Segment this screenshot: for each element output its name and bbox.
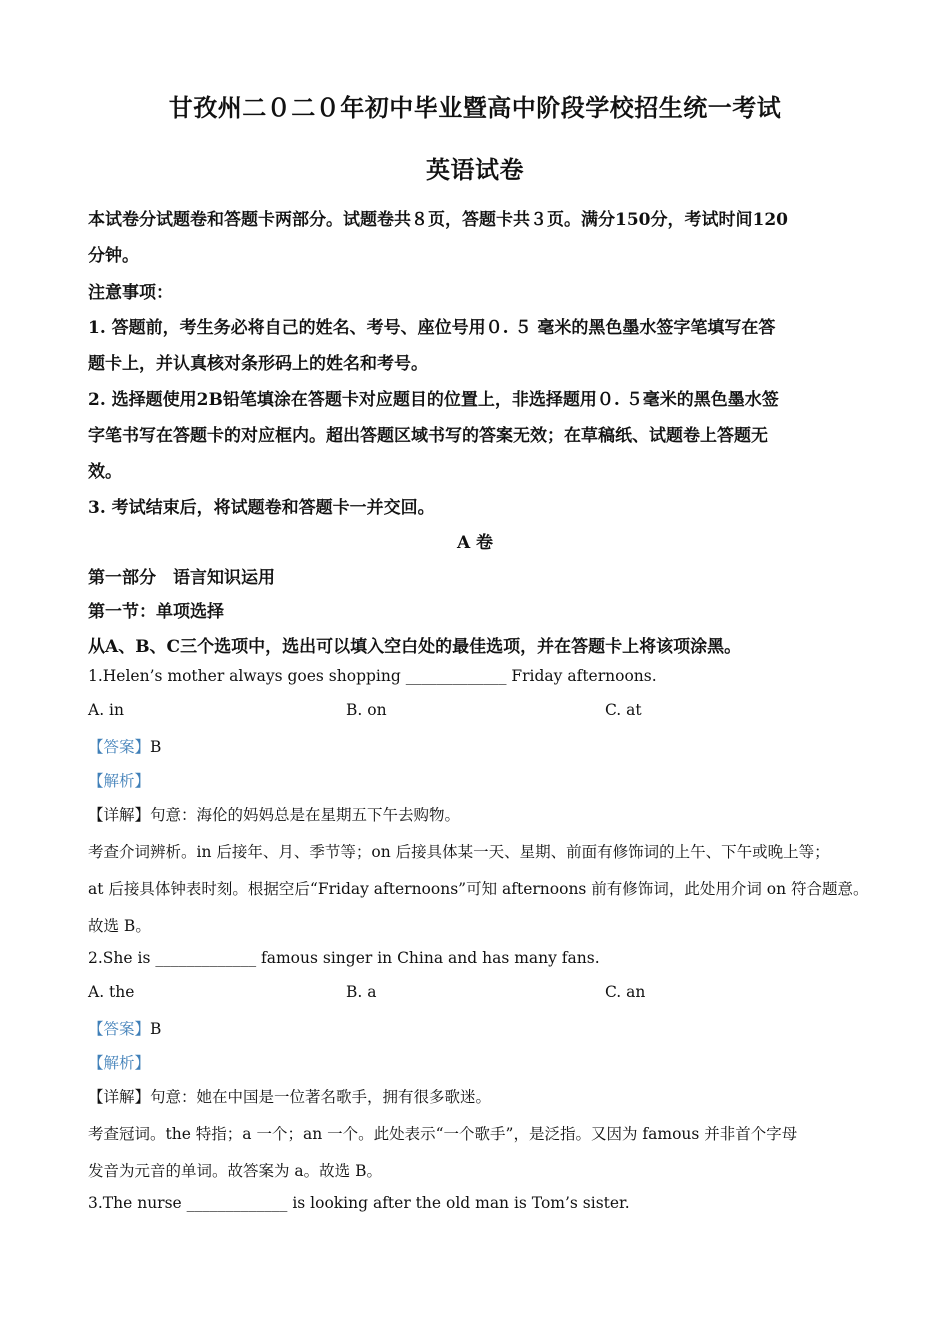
question-1-analysis-label: 【解析】 <box>88 772 151 790</box>
notice-2-line-1: 2. 选择题使用2B铅笔填涂在答题卡对应题目的位置上，非选择题用０. ５毫米的黑色墨水签 <box>88 390 779 410</box>
answer-value: B <box>150 738 162 756</box>
question-1-detail <box>88 803 460 825</box>
section-heading: 第一节：单项选择 <box>88 602 224 622</box>
question-2-option-b: B. a <box>346 983 377 1001</box>
intro-line-2: 分钟。 <box>88 246 139 266</box>
question-1-explanation-3: 故选 B。 <box>88 917 151 935</box>
detail-text: 句意：她在中国是一位著名歌手，拥有很多歌迷。 <box>150 1088 492 1106</box>
answer-label: 【答案】 <box>88 1020 151 1038</box>
question-1-stem: 1.Helen’s mother always goes shopping _____________ Friday afternoons. <box>88 667 657 685</box>
notice-heading: 注意事项： <box>88 283 173 303</box>
notice-1-line-1: 1. 答题前，考生务必将自己的姓名、考号、座位号用０. ５ 毫米的黑色墨水签字笔填写在答 <box>88 318 776 338</box>
exam-title: 甘孜州二０二０年初中毕业暨高中阶段学校招生统一考试 <box>168 93 782 122</box>
section-instruction: 从A、B、C三个选项中，选出可以填入空白处的最佳选项，并在答题卡上将该项涂黑。 <box>88 637 742 657</box>
question-2-analysis-label: 【解析】 <box>88 1054 151 1072</box>
notice-2-line-3: 效。 <box>88 462 122 482</box>
answer-value: B <box>150 1020 162 1038</box>
part-heading: 第一部分 语言知识运用 <box>88 568 275 588</box>
intro-line-1: 本试卷分试题卷和答题卡两部分。试题卷共８页，答题卡共３页。满分150分，考试时间120 <box>88 210 788 230</box>
question-2-stem: 2.She is _____________ famous singer in China and has many fans. <box>88 949 600 967</box>
answer-label: 【答案】 <box>88 738 151 756</box>
question-1-option-a: A. in <box>88 701 124 719</box>
detail-label: 【详解】 <box>88 806 151 824</box>
exam-subtitle: 英语试卷 <box>426 155 524 184</box>
question-1-explanation-2: at 后接具体钟表时刻。根据空后“Friday afternoons”可知 afternoons 前有修饰词，此处用介词 on 符合题意。 <box>88 880 869 898</box>
detail-text: 句意：海伦的妈妈总是在星期五下午去购物。 <box>150 806 461 824</box>
volume-label: A 卷 <box>456 533 494 553</box>
question-2-option-a: A. the <box>88 983 135 1001</box>
question-1-option-b: B. on <box>346 701 387 719</box>
notice-2-line-2: 字笔书写在答题卡的对应框内。超出答题区域书写的答案无效；在草稿纸、试题卷上答题无 <box>88 426 768 446</box>
question-2-option-c: C. an <box>605 983 646 1001</box>
notice-3: 3. 考试结束后，将试题卷和答题卡一并交回。 <box>88 498 435 518</box>
question-1-answer <box>88 735 161 757</box>
notice-1-line-2: 题卡上，并认真核对条形码上的姓名和考号。 <box>88 354 428 374</box>
question-1-explanation-1: 考查介词辨析。in 后接年、月、季节等；on 后接具体某一天、星期、前面有修饰词的上午、下午或晚上等； <box>88 843 830 861</box>
detail-label: 【详解】 <box>88 1088 151 1106</box>
question-1-option-c: C. at <box>605 701 642 719</box>
question-2-explanation-1: 考查冠词。the 特指；a 一个；an 一个。此处表示“一个歌手”，是泛指。又因为 famous 并非首个字母 <box>88 1125 798 1143</box>
question-2-explanation-2: 发音为元音的单词。故答案为 a。故选 B。 <box>88 1162 382 1180</box>
question-3-stem: 3.The nurse _____________ is looking after the old man is Tom’s sister. <box>88 1194 630 1212</box>
question-2-answer <box>88 1017 161 1039</box>
question-2-detail <box>88 1085 491 1107</box>
